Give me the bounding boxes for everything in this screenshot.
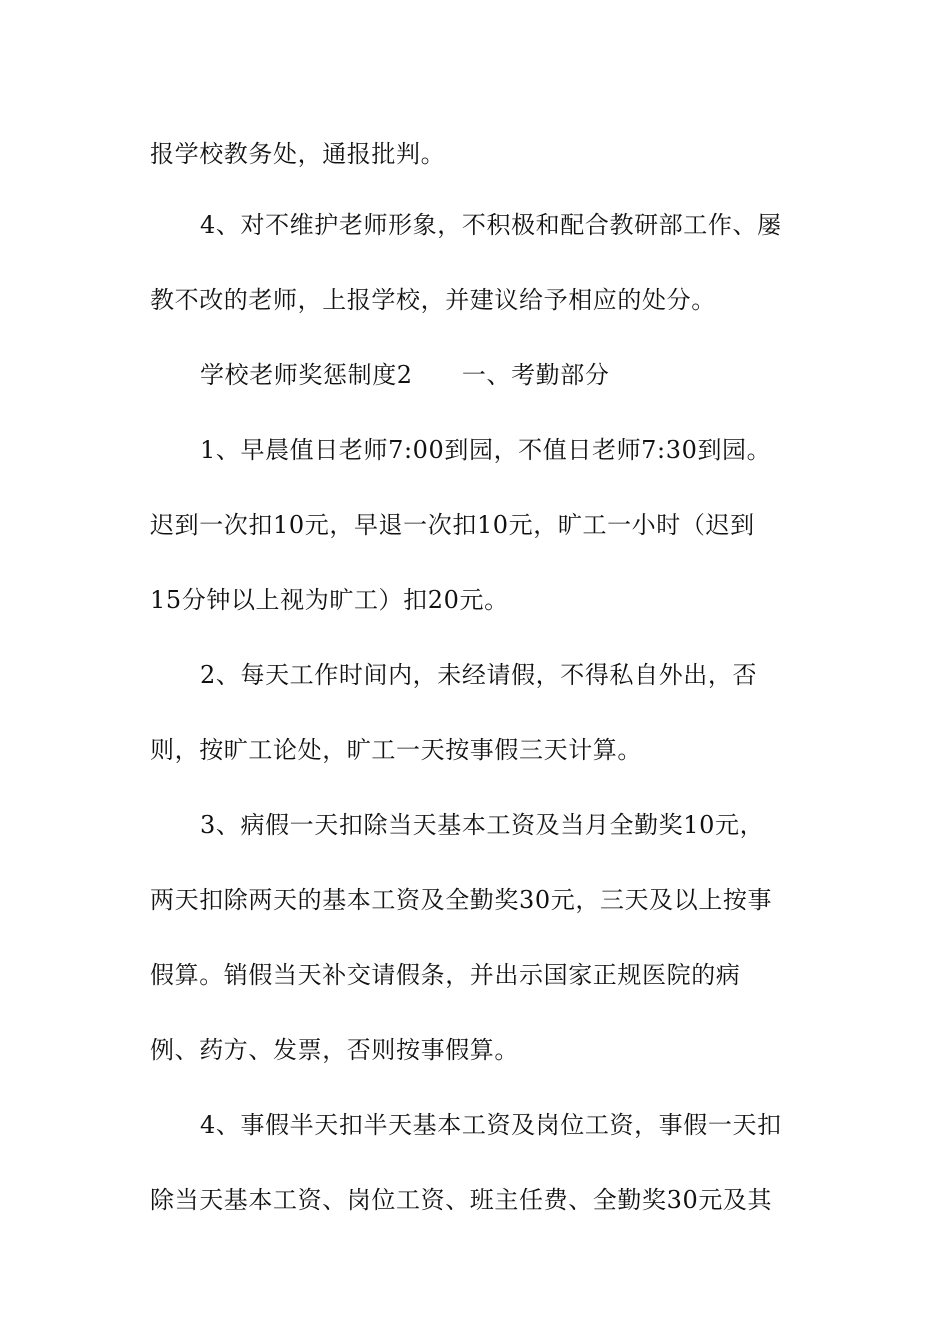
paragraph-line: 例、药方、发票，否则按事假算。 xyxy=(150,1036,519,1064)
paragraph-line: 报学校教务处，通报批判。 xyxy=(150,140,446,168)
paragraph-line: 4、对不维护老师形象，不积极和配合教研部工作、屡 xyxy=(200,211,782,239)
section-heading: 学校老师奖惩制度2 一、考勤部分 xyxy=(200,361,610,389)
paragraph-line: 4、事假半天扣半天基本工资及岗位工资，事假一天扣 xyxy=(200,1111,782,1139)
paragraph-line: 15分钟以上视为旷工）扣20元。 xyxy=(150,586,509,614)
paragraph-line: 两天扣除两天的基本工资及全勤奖30元，三天及以上按事 xyxy=(150,886,773,914)
paragraph-line: 1、早晨值日老师7:00到园，不值日老师7:30到园。 xyxy=(200,436,772,464)
paragraph-line: 迟到一次扣10元，早退一次扣10元，旷工一小时（迟到 xyxy=(150,511,755,539)
paragraph-line: 3、病假一天扣除当天基本工资及当月全勤奖10元， xyxy=(200,811,765,839)
paragraph-line: 教不改的老师，上报学校，并建议给予相应的处分。 xyxy=(150,286,716,314)
paragraph-line: 除当天基本工资、岗位工资、班主任费、全勤奖30元及其 xyxy=(150,1186,773,1214)
paragraph-line: 2、每天工作时间内，未经请假，不得私自外出，否 xyxy=(200,661,758,689)
paragraph-line: 假算。销假当天补交请假条，并出示国家正规医院的病 xyxy=(150,961,741,989)
paragraph-line: 则，按旷工论处，旷工一天按事假三天计算。 xyxy=(150,736,642,764)
